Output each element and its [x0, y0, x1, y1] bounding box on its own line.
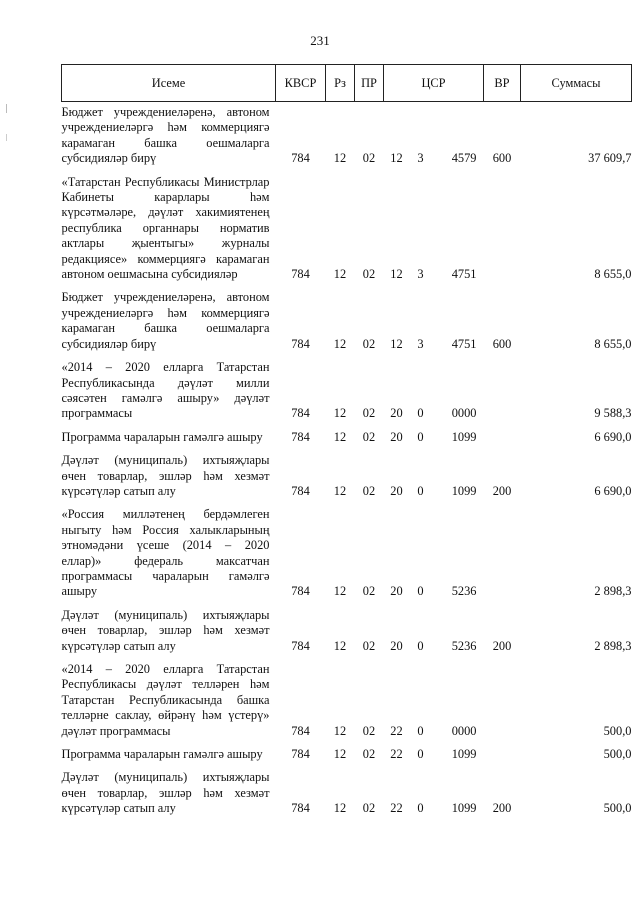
header-csr: ЦСР [384, 65, 484, 102]
row-kvsr: 784 [291, 638, 310, 653]
row-kvsr: 784 [291, 747, 310, 762]
row-kvsr: 784 [291, 483, 310, 498]
row-vr [484, 427, 521, 450]
row-sum: 37 609,7 [588, 151, 632, 166]
row-rz: 12 [333, 747, 347, 762]
row-csr-program: 22 [390, 747, 403, 762]
table-row [62, 287, 632, 357]
row-sum: 9 588,3 [594, 406, 632, 421]
row-csr [384, 744, 484, 767]
row-csr-direction: 1099 [451, 747, 477, 762]
header-vr: ВР [484, 65, 521, 102]
row-sum: 8 655,0 [594, 267, 632, 282]
table-row [62, 357, 632, 427]
header-sum: Суммасы [521, 65, 632, 102]
header-rz: Рз [326, 65, 355, 102]
row-vr [484, 504, 521, 604]
row-csr-subprogram: 3 [417, 267, 424, 282]
row-csr [384, 767, 484, 821]
row-vr [484, 659, 521, 744]
table-row [62, 767, 632, 821]
row-csr [384, 504, 484, 604]
row-vr [484, 357, 521, 427]
row-rz: 12 [333, 429, 347, 444]
row-sum: 500,0 [603, 723, 632, 738]
row-csr [384, 450, 484, 504]
row-kvsr: 784 [291, 801, 310, 816]
row-sum: 8 655,0 [594, 336, 632, 351]
row-csr-direction: 0000 [451, 723, 477, 738]
row-name: «2014 – 2020 елларга Татарстан Республикасы дәүләт телләрен һәм Татарстан Республикасында башка телләрне саклау, өйрәнү һәм үстерү» дәүләт программасы [61, 662, 270, 738]
row-kvsr: 784 [291, 406, 310, 421]
row-kvsr: 784 [291, 336, 310, 351]
row-rz: 12 [333, 151, 347, 166]
row-pr: 02 [362, 638, 376, 653]
row-csr-program: 20 [390, 584, 403, 599]
row-csr [384, 605, 484, 659]
row-csr-program: 20 [390, 483, 403, 498]
row-rz: 12 [333, 638, 347, 653]
row-csr-subprogram: 3 [417, 151, 424, 166]
table-header-row [62, 65, 632, 102]
row-kvsr: 784 [291, 723, 310, 738]
row-pr: 02 [362, 723, 376, 738]
page-number: 231 [310, 33, 330, 48]
row-csr-direction: 4751 [451, 336, 477, 351]
row-rz: 12 [333, 723, 347, 738]
row-csr-program: 12 [390, 336, 403, 351]
row-rz: 12 [333, 584, 347, 599]
table-row [62, 450, 632, 504]
row-name: Дәүләт (муниципаль) ихтыяҗлары өчен товарлар, эшләр һәм хезмәт күрсәтүләр сатып алу [61, 607, 270, 653]
row-csr-subprogram: 0 [417, 429, 424, 444]
table-row [62, 427, 632, 450]
budget-table [61, 64, 632, 822]
row-csr [384, 357, 484, 427]
row-csr-subprogram: 0 [417, 747, 424, 762]
scan-mark [6, 104, 7, 113]
row-csr-direction: 1099 [451, 429, 477, 444]
scan-mark [6, 134, 7, 141]
row-rz: 12 [333, 267, 347, 282]
header-kvsr: КВСР [276, 65, 326, 102]
row-name: Бюджет учреждениеләренә, автоном учреждениеләргә һәм коммерциягә карамаган башка оешмаларга субсидияләр бирү [61, 105, 270, 166]
row-pr: 02 [362, 801, 376, 816]
row-csr-direction: 4579 [451, 151, 477, 166]
table-row [62, 659, 632, 744]
row-csr-direction: 0000 [451, 406, 477, 421]
row-csr [384, 172, 484, 288]
row-csr-subprogram: 0 [417, 584, 424, 599]
row-csr [384, 102, 484, 172]
row-pr: 02 [362, 336, 376, 351]
row-csr-program: 22 [390, 723, 403, 738]
row-csr-direction: 1099 [451, 801, 477, 816]
row-csr-subprogram: 0 [417, 638, 424, 653]
row-pr: 02 [362, 747, 376, 762]
row-rz: 12 [333, 801, 347, 816]
row-sum: 6 690,0 [594, 483, 632, 498]
row-csr-subprogram: 0 [417, 723, 424, 738]
row-pr: 02 [362, 151, 376, 166]
row-csr-subprogram: 0 [417, 483, 424, 498]
header-name: Исеме [62, 65, 276, 102]
row-csr-subprogram: 0 [417, 406, 424, 421]
row-vr [484, 172, 521, 288]
row-csr-program: 22 [390, 801, 403, 816]
row-csr-direction: 5236 [451, 584, 477, 599]
table-row [62, 605, 632, 659]
row-name: Бюджет учреждениеләренә, автоном учреждениеләргә һәм коммерциягә карамаган башка оешмаларга субсидияләр бирү [61, 290, 270, 351]
table-row [62, 102, 632, 172]
table-row [62, 504, 632, 604]
row-csr-program: 12 [390, 151, 403, 166]
table-row [62, 744, 632, 767]
row-name: «Татарстан Республикасы Министрлар Кабинеты карарлары һәм күрсәтмәләре, дәүләт хакимиятенең республика органнары норматив актлары җыентыгы» журналы редакциясе» коммерциягә карамаган автоном оешмасына субсидияләр [61, 174, 270, 282]
row-csr [384, 287, 484, 357]
row-pr: 02 [362, 584, 376, 599]
row-csr-subprogram: 0 [417, 801, 424, 816]
row-name: «Россия милләтенең бердәмлеген ныгыту һәм Россия халыкларының этномәдәни үсеше (2014 – 2020 еллар)» федераль максатчан программасы чараларын гамәлгә ашыру [61, 507, 270, 599]
row-csr-subprogram: 3 [417, 336, 424, 351]
row-vr: 200 [492, 638, 512, 653]
row-sum: 2 898,3 [594, 638, 632, 653]
row-name: «2014 – 2020 елларга Татарстан Республикасында дәүләт милли сәясәтен гамәлгә ашыру» дәүләт программасы [61, 360, 270, 421]
row-csr-direction: 4751 [451, 267, 477, 282]
row-rz: 12 [333, 336, 347, 351]
row-sum: 500,0 [603, 801, 632, 816]
row-name: Программа чараларын гамәлгә ашыру [61, 429, 263, 444]
row-vr: 200 [492, 483, 512, 498]
row-vr: 600 [492, 151, 512, 166]
row-csr [384, 659, 484, 744]
row-vr: 200 [492, 801, 512, 816]
table-row [62, 172, 632, 288]
row-csr-program: 20 [390, 429, 403, 444]
row-kvsr: 784 [291, 584, 310, 599]
row-sum: 500,0 [603, 747, 632, 762]
row-pr: 02 [362, 267, 376, 282]
row-vr: 600 [492, 336, 512, 351]
row-name: Программа чараларын гамәлгә ашыру [61, 747, 263, 762]
row-kvsr: 784 [291, 267, 310, 282]
row-csr-direction: 1099 [451, 483, 477, 498]
row-csr-program: 20 [390, 406, 403, 421]
row-sum: 6 690,0 [594, 429, 632, 444]
row-csr-program: 20 [390, 638, 403, 653]
row-name: Дәүләт (муниципаль) ихтыяҗлары өчен товарлар, эшләр һәм хезмәт күрсәтүләр сатып алу [61, 453, 270, 498]
header-pr: ПР [355, 65, 384, 102]
row-rz: 12 [333, 483, 347, 498]
row-pr: 02 [362, 429, 376, 444]
row-pr: 02 [362, 483, 376, 498]
row-rz: 12 [333, 406, 347, 421]
row-vr [484, 744, 521, 767]
row-kvsr: 784 [291, 151, 310, 166]
row-kvsr: 784 [291, 429, 310, 444]
row-csr-direction: 5236 [451, 638, 477, 653]
row-sum: 2 898,3 [594, 584, 632, 599]
row-csr [384, 427, 484, 450]
row-name: Дәүләт (муниципаль) ихтыяҗлары өчен товарлар, эшләр һәм хезмәт күрсәтүләр сатып алу [61, 770, 270, 816]
row-pr: 02 [362, 406, 376, 421]
row-csr-program: 12 [390, 267, 403, 282]
